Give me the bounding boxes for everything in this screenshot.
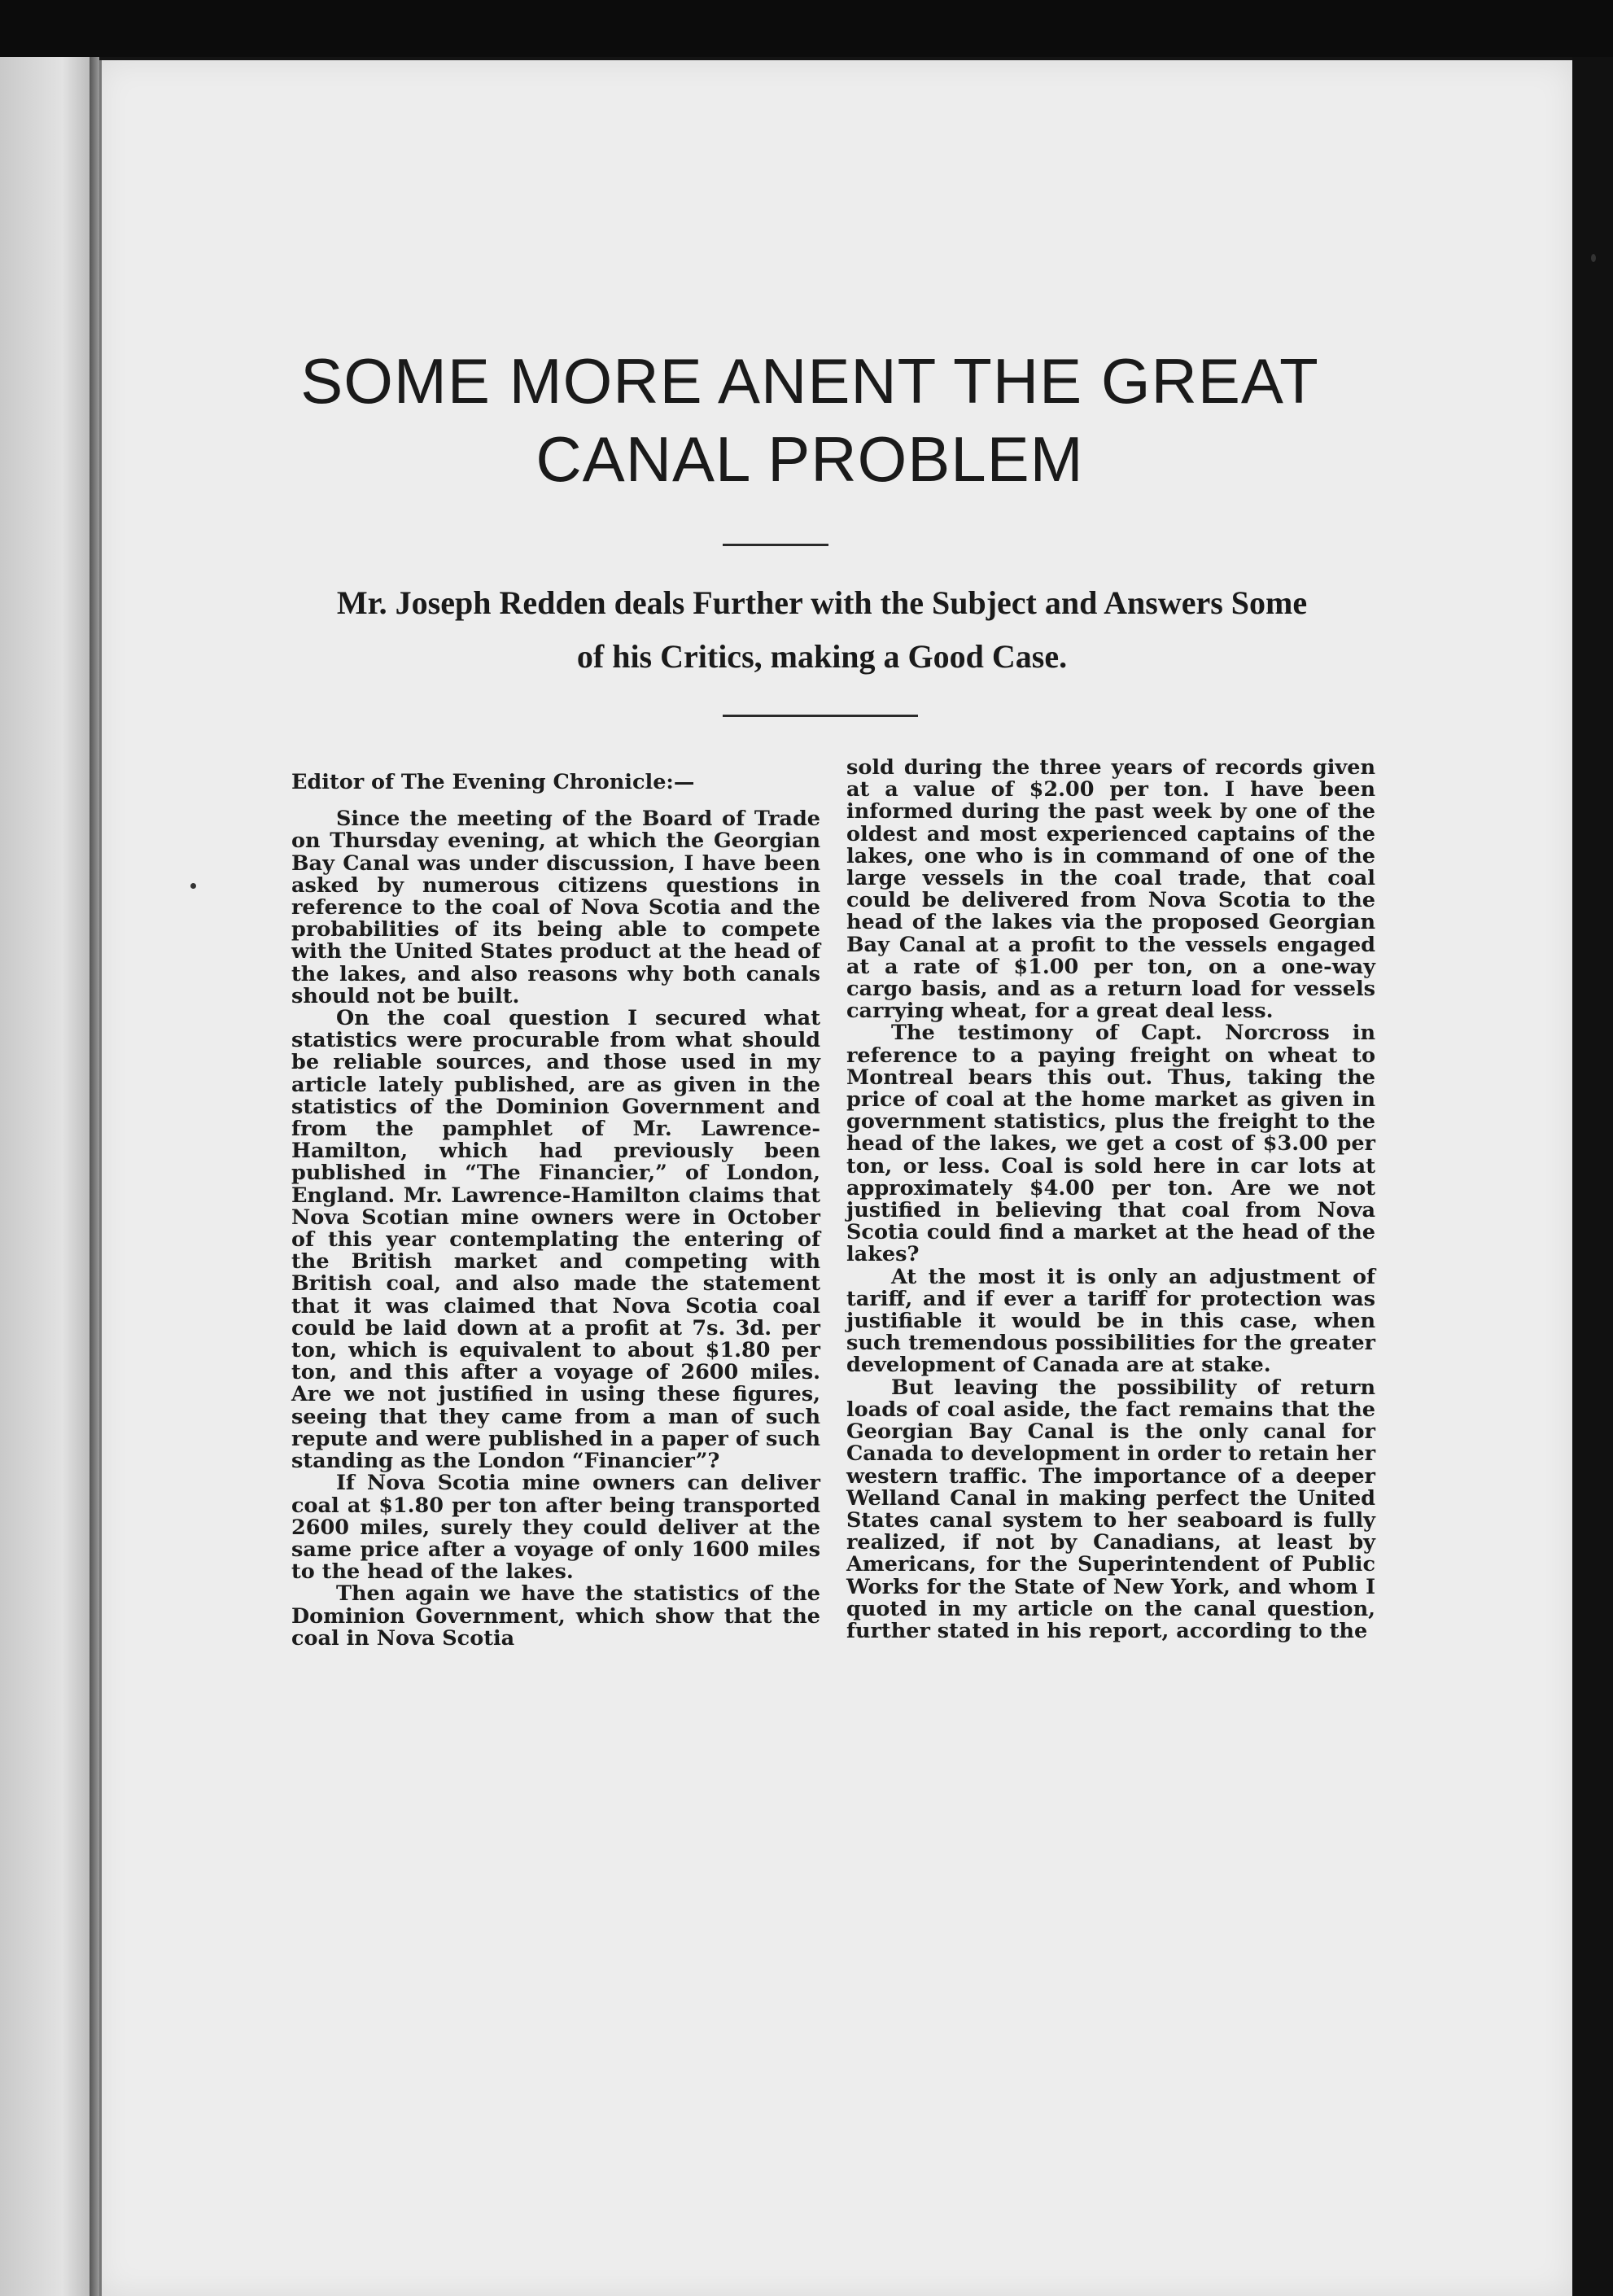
paragraph: But leaving the possibility of return loads of coal aside, the fact remains that the Georgian Bay Canal is the only canal for Canada to development in order to retain her western traffic. The importance of a deeper Welland Canal in making perfect the United States canal system to her seaboard is fully realized, if not by Canadians, at least by Americans, for the Superintendent of Public Works for the State of New York, and whom I quoted in my article on the canal question, further stated in his report, according to the: [846, 1375, 1375, 1643]
article-title-line-1: SOME MORE ANENT THE GREAT: [300, 345, 1319, 417]
paragraph: The testimony of Capt. Norcross in reference to a paying freight on wheat to Montreal bears this out. Thus, taking the price of coal at the home market as given in government statistics, plus the freight to the head of the lakes, we get a cost of $3.00 per ton, or less. Coal is sold here in car lots at approximately $4.00 per ton. Are we not justified in believing that coal from Nova Scotia could find a market at the head of the lakes?: [846, 1021, 1375, 1267]
article-title-line-2: CANAL PROBLEM: [535, 423, 1084, 495]
paragraph-continued: sold during the three years of records given at a value of $2.00 per ton. I have been informed during the past week by one of the oldest and most experienced captains of the lakes, one who is in command of one of the large vessels in the coal trade, that coal could be delivered from Nova Scotia to the head of the lakes via the proposed Georgian Bay Canal at a profit to the vessels engaged at a rate of $1.00 per ton, on a one-way cargo basis, and as a return load for vessels carrying wheat, for a great deal less.: [846, 755, 1375, 1024]
print-speck: [190, 883, 196, 889]
subtitle-divider: [723, 715, 918, 717]
paragraph: If Nova Scotia mine owners can deliver coal at $1.80 per ton after being transported 2600 miles, surely they could deliver at the same price after a voyage of only 1600 miles to the head of the lakes.: [291, 1471, 820, 1585]
scan-top-border: [0, 0, 1613, 57]
title-divider: [723, 544, 828, 546]
article-subtitle: [260, 576, 1384, 684]
paragraph: Then again we have the statistics of the Dominion Government, which show that the coal in Nova Scotia: [291, 1581, 820, 1651]
article-title: [212, 342, 1408, 498]
book-gutter: [90, 57, 99, 2296]
print-speck: [1591, 254, 1596, 262]
article-column-left: [291, 757, 820, 1650]
facing-page-edge: [0, 57, 90, 2296]
letter-salutation: Editor of The Evening Chronicle:—: [291, 770, 695, 794]
paragraph: On the coal question I secured what statistics were procurable from what should be reliable sources, and those used in my article lately published, are as given in the statistics of the Dominion Government and from the pamphlet of Mr. Lawrence-Hamilton, which had previously been published in “The Financier,” of London, England. Mr. Lawrence-Hamilton claims that Nova Scotian mine owners were in October of this year contemplating the entering of the British market and competing with British coal, and also made the statement that it was claimed that Nova Scotia coal could be laid down at a profit at 7s. 3d. per ton, which is equivalent to about $1.80 per ton, and this after a voyage of 2600 miles. Are we not justified in using these figures, seeing that they came from a man of such repute and were published in a paper of such standing as the London “Financier”?: [291, 1006, 820, 1474]
article-subtitle-line-2: of his Critics, making a Good Case.: [576, 638, 1068, 675]
article-subtitle-line-1: Mr. Joseph Redden deals Further with the Subject and Answers Some: [336, 584, 1308, 621]
scan-right-border: [1572, 57, 1613, 2296]
page-spine-line: [99, 60, 102, 2296]
article-column-right: [846, 757, 1375, 1642]
paragraph: Since the meeting of the Board of Trade on Thursday evening, at which the Georgian Bay Canal was under discussion, I have been asked by numerous citizens questions in reference to the coal of Nova Scotia and the probabilities of its being able to compete with the United States product at the head of the lakes, and also reasons why both canals should not be built.: [291, 807, 820, 1008]
paragraph: At the most it is only an adjustment of tariff, and if ever a tariff for protection was justifiable it would be in this case, when such tremendous possibilities for the greater development of Canada are at stake.: [846, 1264, 1375, 1378]
